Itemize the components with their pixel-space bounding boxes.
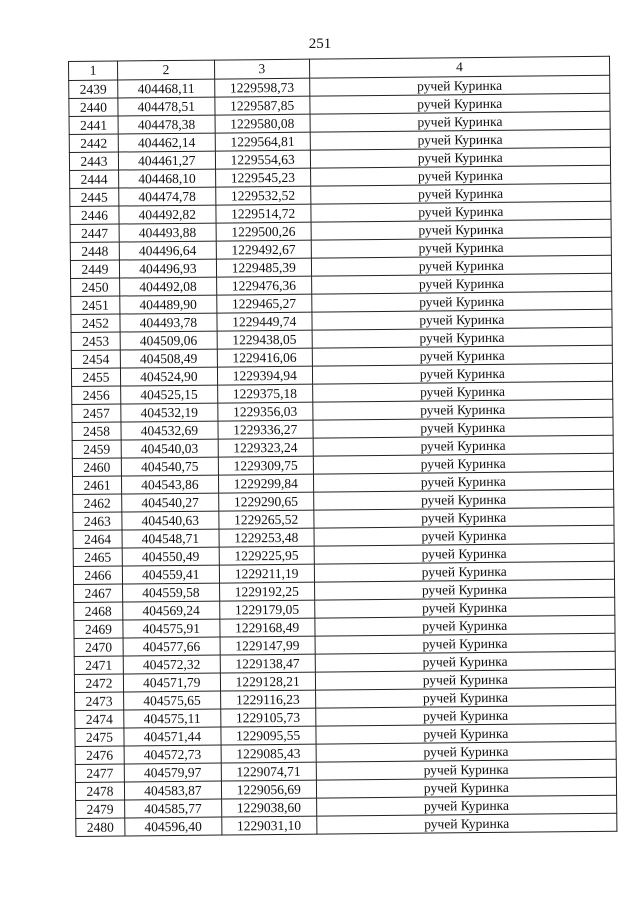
cell-description: ручей Куринка [310,93,610,114]
cell-x: 404496,64 [119,241,216,260]
cell-point-number: 2479 [76,800,125,818]
cell-point-number: 2467 [74,584,123,602]
cell-description: ручей Куринка [315,705,615,726]
cell-description: ручей Куринка [313,471,613,492]
cell-description: ручей Куринка [313,435,613,456]
cell-y: 1229416,06 [217,348,312,367]
cell-y: 1229438,05 [217,330,312,349]
cell-y: 1229375,18 [217,384,312,403]
cell-x: 404489,90 [120,295,217,314]
cell-description: ручей Куринка [315,615,615,636]
cell-point-number: 2457 [72,404,121,422]
cell-x: 404492,08 [120,277,217,296]
cell-description: ручей Куринка [311,255,611,276]
cell-x: 404493,78 [120,313,217,332]
cell-x: 404540,75 [121,457,218,476]
cell-point-number: 2444 [70,170,119,188]
cell-description: ручей Куринка [309,75,609,96]
cell-x: 404575,11 [124,709,221,728]
cell-point-number: 2480 [76,818,125,836]
cell-y: 1229587,85 [215,96,310,115]
cell-description: ручей Куринка [310,183,610,204]
cell-y: 1229128,21 [220,672,315,691]
cell-point-number: 2478 [75,782,124,800]
cell-description: ручей Куринка [312,309,612,330]
cell-description: ручей Куринка [311,237,611,258]
cell-y: 1229085,43 [221,744,316,763]
cell-description: ручей Куринка [310,165,610,186]
cell-description: ручей Куринка [312,345,612,366]
cell-point-number: 2456 [72,386,121,404]
cell-y: 1229038,60 [221,798,316,817]
cell-x: 404468,11 [118,79,215,98]
cell-description: ручей Куринка [315,669,615,690]
cell-y: 1229465,27 [217,294,312,313]
page-number: 251 [308,36,332,52]
cell-description: ручей Куринка [311,291,611,312]
cell-x: 404524,90 [120,367,217,386]
cell-x: 404596,40 [125,817,222,836]
cell-x: 404579,97 [124,763,221,782]
cell-y: 1229095,55 [221,726,316,745]
cell-y: 1229147,99 [220,636,315,655]
cell-x: 404474,78 [119,187,216,206]
cell-point-number: 2477 [75,764,124,782]
cell-x: 404468,10 [118,169,215,188]
cell-point-number: 2460 [72,458,121,476]
cell-description: ручей Куринка [316,777,616,798]
cell-y: 1229253,48 [219,528,314,547]
cell-point-number: 2453 [71,332,120,350]
cell-point-number: 2454 [71,350,120,368]
cell-x: 404478,38 [118,115,215,134]
cell-point-number: 2475 [75,728,124,746]
cell-y: 1229485,39 [216,258,311,277]
cell-description: ручей Куринка [316,813,616,834]
cell-description: ручей Куринка [315,687,615,708]
cell-x: 404462,14 [118,133,215,152]
cell-point-number: 2465 [73,548,122,566]
cell-point-number: 2474 [75,710,124,728]
cell-x: 404532,69 [121,421,218,440]
cell-description: ручей Куринка [313,489,613,510]
cell-point-number: 2462 [73,494,122,512]
cell-y: 1229168,49 [220,618,315,637]
cell-point-number: 2466 [73,566,122,584]
cell-description: ручей Куринка [316,741,616,762]
table-body [69,75,617,836]
cell-description: ручей Куринка [312,399,612,420]
cell-point-number: 2440 [69,98,118,116]
cell-description: ручей Куринка [312,363,612,384]
cell-point-number: 2458 [72,422,121,440]
cell-description: ручей Куринка [311,273,611,294]
cell-y: 1229356,03 [218,402,313,421]
cell-description: ручей Куринка [310,147,610,168]
cell-point-number: 2439 [69,80,118,98]
header-cell-y: 3 [214,59,309,79]
cell-x: 404577,66 [123,637,220,656]
cell-point-number: 2452 [71,314,120,332]
cell-x: 404525,15 [121,385,218,404]
cell-point-number: 2463 [73,512,122,530]
cell-x: 404572,32 [123,655,220,674]
cell-point-number: 2451 [71,296,120,314]
cell-y: 1229564,81 [215,132,310,151]
cell-point-number: 2442 [69,134,118,152]
cell-description: ручей Куринка [315,651,615,672]
cell-description: ручей Куринка [314,543,614,564]
cell-y: 1229299,84 [218,474,313,493]
cell-point-number: 2471 [74,656,123,674]
cell-description: ручей Куринка [313,507,613,528]
cell-x: 404575,91 [123,619,220,638]
cell-y: 1229476,36 [216,276,311,295]
cell-y: 1229394,94 [217,366,312,385]
cell-point-number: 2450 [71,278,120,296]
cell-point-number: 2468 [74,602,123,620]
cell-point-number: 2459 [72,440,121,458]
cell-description: ручей Куринка [310,111,610,132]
cell-x: 404550,49 [122,547,219,566]
cell-point-number: 2446 [70,206,119,224]
cell-description: ручей Куринка [311,219,611,240]
cell-x: 404493,88 [119,223,216,242]
cell-x: 404559,58 [122,583,219,602]
cell-y: 1229514,72 [216,204,311,223]
cell-x: 404496,93 [119,259,216,278]
header-cell-description: 4 [309,56,609,78]
cell-y: 1229225,95 [219,546,314,565]
cell-y: 1229138,47 [220,654,315,673]
cell-y: 1229116,23 [220,690,315,709]
cell-description: ручей Куринка [315,633,615,654]
cell-x: 404585,77 [125,799,222,818]
cell-y: 1229192,25 [219,582,314,601]
cell-x: 404569,24 [123,601,220,620]
cell-description: ручей Куринка [316,723,616,744]
cell-y: 1229031,10 [222,816,317,835]
cell-description: ручей Куринка [314,597,614,618]
cell-description: ручей Куринка [316,795,616,816]
cell-y: 1229492,67 [216,240,311,259]
cell-y: 1229532,52 [215,186,310,205]
cell-point-number: 2447 [70,224,119,242]
cell-x: 404572,73 [124,745,221,764]
cell-x: 404543,86 [121,475,218,494]
cell-x: 404559,41 [122,565,219,584]
header-cell-x: 2 [117,60,214,80]
cell-x: 404492,82 [119,205,216,224]
cell-description: ручей Куринка [312,381,612,402]
cell-x: 404583,87 [124,781,221,800]
cell-description: ручей Куринка [314,561,614,582]
cell-point-number: 2473 [75,692,124,710]
cell-y: 1229290,65 [218,492,313,511]
cell-x: 404478,51 [118,97,215,116]
cell-x: 404508,49 [120,349,217,368]
cell-description: ручей Куринка [310,129,610,150]
table-row [76,813,617,836]
cell-y: 1229336,27 [218,420,313,439]
cell-y: 1229105,73 [221,708,316,727]
cell-y: 1229598,73 [214,78,309,97]
cell-x: 404461,27 [118,151,215,170]
cell-y: 1229179,05 [219,600,314,619]
cell-y: 1229211,19 [219,564,314,583]
cell-x: 404540,03 [121,439,218,458]
cell-point-number: 2443 [69,152,118,170]
cell-point-number: 2470 [74,638,123,656]
cell-x: 404571,79 [123,673,220,692]
coordinates-table [68,56,617,837]
cell-point-number: 2441 [69,116,118,134]
cell-x: 404540,63 [122,511,219,530]
cell-description: ручей Куринка [311,201,611,222]
cell-x: 404575,65 [123,691,220,710]
cell-x: 404509,06 [120,331,217,350]
cell-y: 1229449,74 [217,312,312,331]
cell-point-number: 2472 [74,674,123,692]
cell-point-number: 2461 [72,476,121,494]
cell-y: 1229554,63 [215,150,310,169]
cell-x: 404532,19 [121,403,218,422]
cell-point-number: 2455 [71,368,120,386]
header-cell-point-number: 1 [69,61,118,80]
cell-point-number: 2449 [70,260,119,278]
cell-y: 1229323,24 [218,438,313,457]
cell-y: 1229545,23 [215,168,310,187]
cell-y: 1229580,08 [215,114,310,133]
cell-y: 1229265,52 [219,510,314,529]
cell-x: 404571,44 [124,727,221,746]
cell-point-number: 2448 [70,242,119,260]
cell-y: 1229309,75 [218,456,313,475]
cell-point-number: 2445 [70,188,119,206]
cell-point-number: 2476 [75,746,124,764]
cell-x: 404548,71 [122,529,219,548]
cell-description: ручей Куринка [314,525,614,546]
cell-description: ручей Куринка [313,453,613,474]
cell-point-number: 2469 [74,620,123,638]
cell-description: ручей Куринка [314,579,614,600]
cell-y: 1229500,26 [216,222,311,241]
cell-x: 404540,27 [122,493,219,512]
cell-y: 1229056,69 [221,780,316,799]
cell-description: ручей Куринка [313,417,613,438]
cell-description: ручей Куринка [312,327,612,348]
cell-description: ручей Куринка [316,759,616,780]
cell-point-number: 2464 [73,530,122,548]
cell-y: 1229074,71 [221,762,316,781]
